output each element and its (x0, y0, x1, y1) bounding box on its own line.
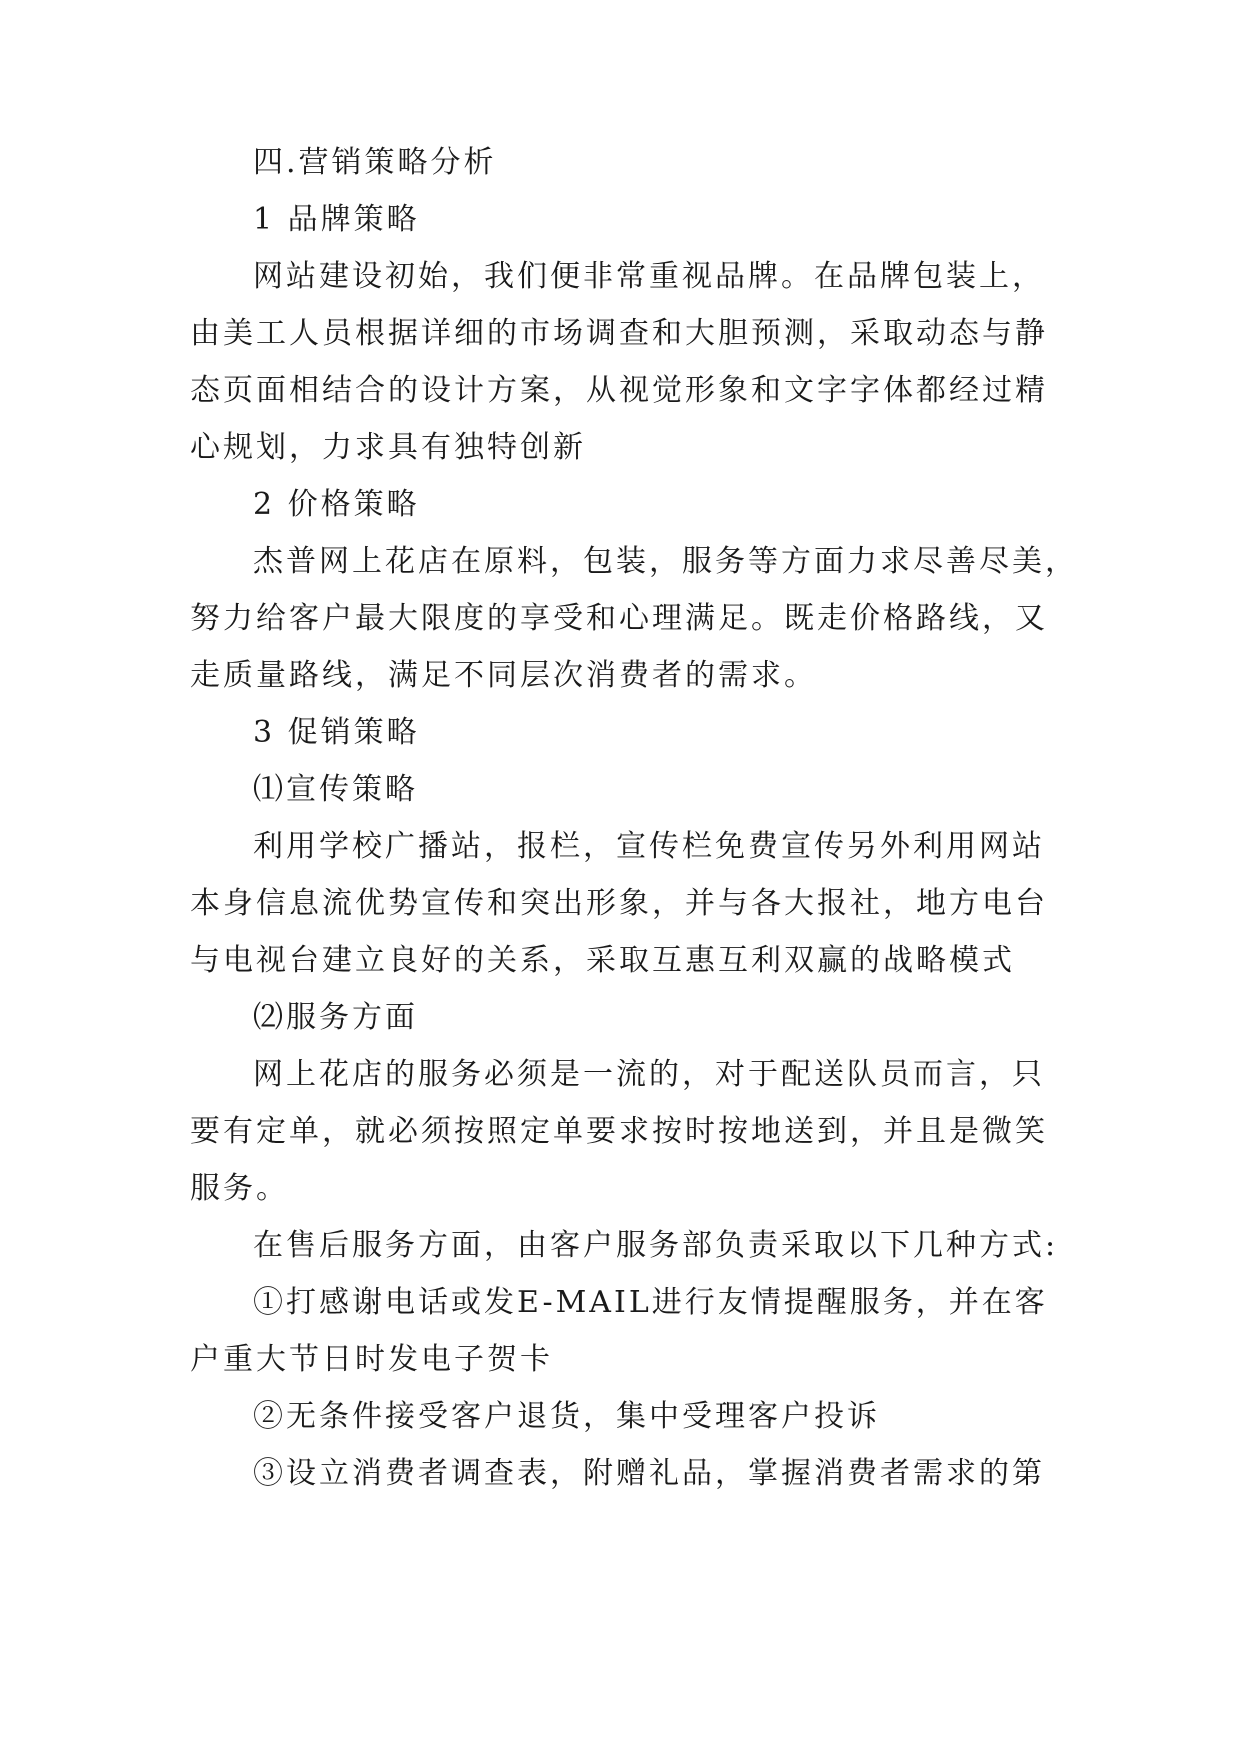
subsection-heading: 3 促销策略 (253, 715, 420, 750)
paragraph-line: 走质量路线，满足不同层次消费者的需求。 (190, 658, 817, 693)
paragraph-line: 在售后服务方面，由客户服务部负责采取以下几种方式: (253, 1228, 1059, 1263)
paragraph-line: 本身信息流优势宣传和突出形象，并与各大报社，地方电台 (190, 886, 1048, 921)
paragraph-line: 由美工人员根据详细的市场调查和大胆预测，采取动态与静 (190, 316, 1048, 351)
subsection-heading: ⑵服务方面 (253, 1000, 418, 1035)
paragraph-line: 心规划，力求具有独特创新 (190, 430, 586, 465)
list-item: ③设立消费者调查表，附赠礼品，掌握消费者需求的第 (253, 1456, 1045, 1491)
list-item: ②无条件接受客户退货，集中受理客户投诉 (253, 1399, 880, 1434)
paragraph-line: 要有定单，就必须按照定单要求按时按地送到，并且是微笑 (190, 1114, 1048, 1149)
paragraph-line: 努力给客户最大限度的享受和心理满足。既走价格路线，又 (190, 601, 1048, 636)
list-item-continuation: 户重大节日时发电子贺卡 (190, 1342, 553, 1377)
subsection-heading: 2 价格策略 (253, 487, 420, 522)
paragraph-line: 与电视台建立良好的关系，采取互惠互利双赢的战略模式 (190, 943, 1015, 978)
subsection-heading: ⑴宣传策略 (253, 772, 418, 807)
paragraph-line: 态页面相结合的设计方案，从视觉形象和文字字体都经过精 (190, 373, 1048, 408)
paragraph-line: 网上花店的服务必须是一流的，对于配送队员而言，只 (253, 1057, 1045, 1092)
section-heading: 四.营销策略分析 (253, 145, 497, 180)
paragraph-line: 网站建设初始，我们便非常重视品牌。在品牌包装上， (253, 259, 1045, 294)
paragraph-line: 服务。 (190, 1171, 289, 1206)
subsection-heading: 1 品牌策略 (253, 202, 420, 237)
paragraph-line: 利用学校广播站，报栏，宣传栏免费宣传另外利用网站 (253, 829, 1045, 864)
list-item: ①打感谢电话或发E-MAIL进行友情提醒服务，并在客 (253, 1285, 1048, 1320)
paragraph-line: 杰普网上花店在原料，包装，服务等方面力求尽善尽美， (253, 544, 1078, 579)
